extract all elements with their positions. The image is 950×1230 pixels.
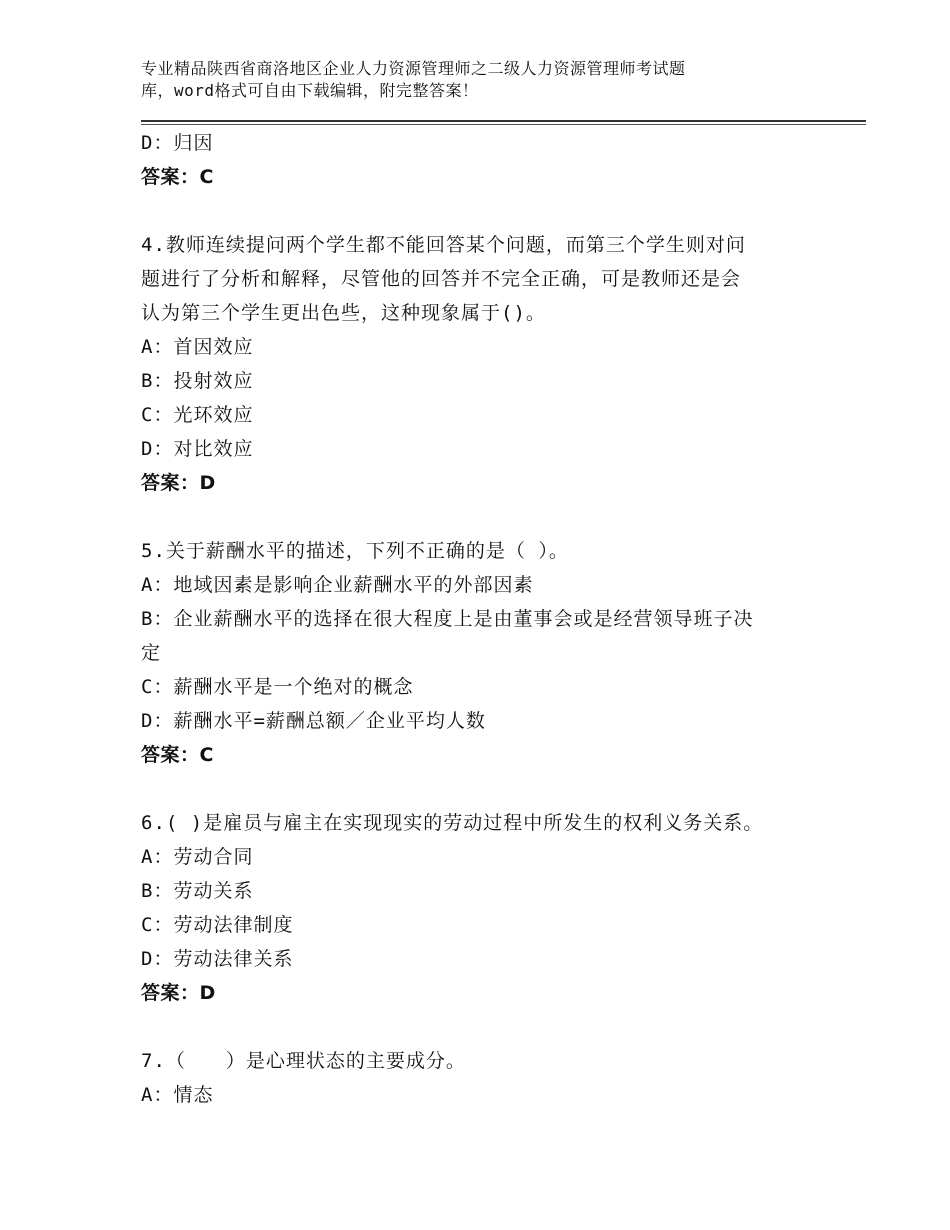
option-a: A：地域因素是影响企业薪酬水平的外部因素 [141, 574, 534, 596]
question-block-7 [141, 1044, 821, 1112]
question-spacer [141, 194, 821, 228]
answer-text: 答案：C [141, 744, 214, 766]
header-divider-thin [141, 124, 866, 125]
option-a: A：劳动合同 [141, 846, 254, 868]
option-b: B：劳动关系 [141, 880, 254, 902]
header-divider-thick [141, 120, 866, 122]
header-title-line-2: 库，word格式可自由下载编辑，附完整答案！ [141, 81, 479, 100]
question-stem: 6.( )是雇员与雇主在实现现实的劳动过程中所发生的权利义务关系。 [141, 812, 764, 834]
option-d: D：劳动法律关系 [141, 948, 294, 970]
option-b: B：投射效应 [141, 370, 254, 392]
option-c: C：劳动法律制度 [141, 914, 294, 936]
option-d: D：薪酬水平=薪酬总额／企业平均人数 [141, 710, 486, 732]
answer-text: 答案：C [141, 166, 214, 188]
question-spacer [141, 500, 821, 534]
question-spacer [141, 1010, 821, 1044]
question-list [141, 126, 821, 1112]
question-stem: 7.（ ）是心理状态的主要成分。 [141, 1050, 466, 1072]
option-c: C：光环效应 [141, 404, 254, 426]
option-a: A：首因效应 [141, 336, 254, 358]
question-stem-line: 认为第三个学生更出色些，这种现象属于()。 [141, 302, 546, 324]
answer-text: 答案：D [141, 472, 216, 494]
question-stem-line: 4.教师连续提问两个学生都不能回答某个问题，而第三个学生则对问 [141, 234, 746, 256]
question-stem-line: 题进行了分析和解释，尽管他的回答并不完全正确，可是教师还是会 [141, 268, 742, 290]
answer-text: 答案：D [141, 982, 216, 1004]
option-a: A：情态 [141, 1084, 214, 1106]
document-header [141, 58, 866, 102]
option-c: C：薪酬水平是一个绝对的概念 [141, 676, 414, 698]
question-block-prev [141, 126, 821, 194]
question-spacer [141, 772, 821, 806]
question-block-6 [141, 806, 821, 1010]
option-d: D：归因 [141, 132, 214, 154]
option-b-continuation: 定 [141, 642, 162, 664]
question-block-5 [141, 534, 821, 772]
header-title-line-1: 专业精品陕西省商洛地区企业人力资源管理师之二级人力资源管理师考试题 [141, 59, 686, 78]
question-stem: 5.关于薪酬水平的描述，下列不正确的是（ ）。 [141, 540, 569, 562]
option-b: B：企业薪酬水平的选择在很大程度上是由董事会或是经营领导班子决 [141, 608, 754, 630]
option-d: D：对比效应 [141, 438, 254, 460]
question-block-4 [141, 228, 821, 500]
